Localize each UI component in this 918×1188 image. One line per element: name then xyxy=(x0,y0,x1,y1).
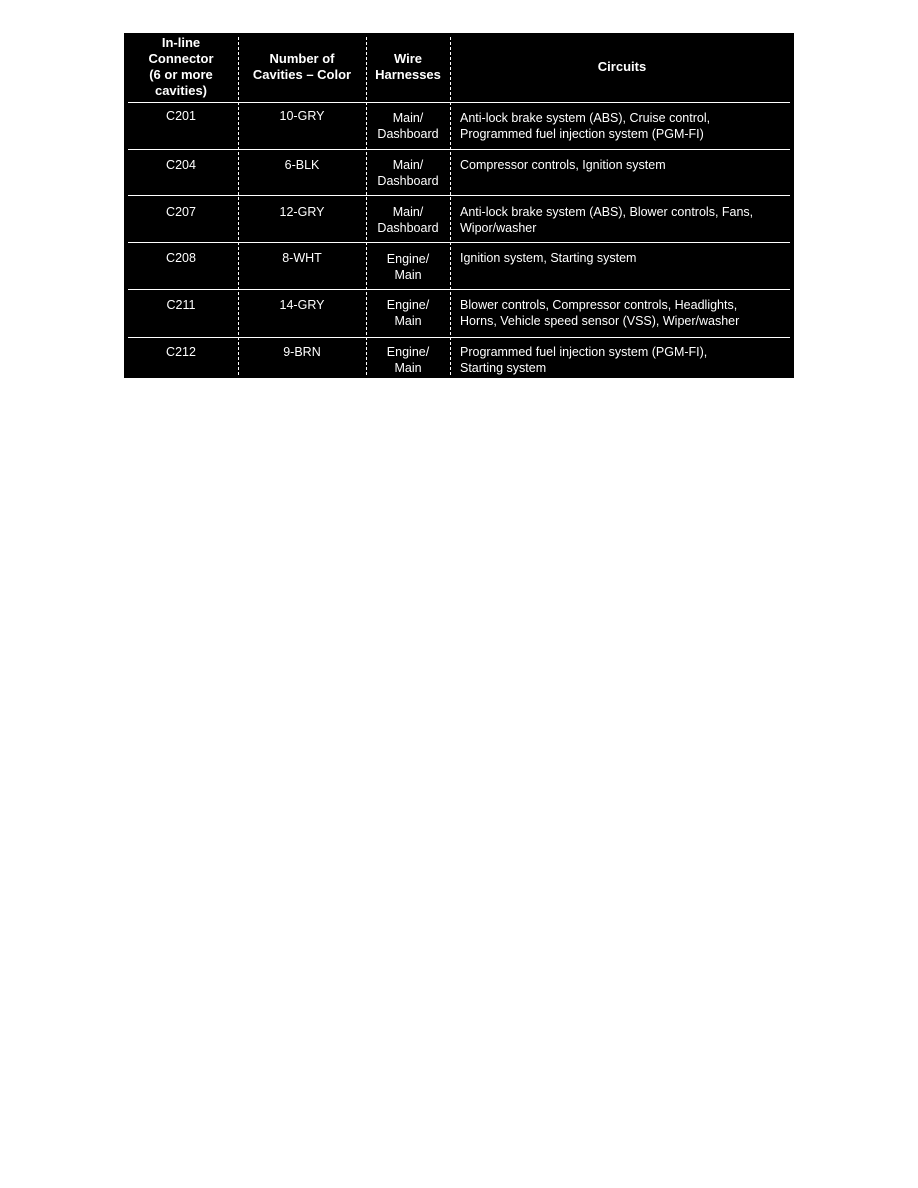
column-divider xyxy=(450,37,451,375)
row-c211-cavities: 14-GRY xyxy=(279,298,325,312)
header-cavities-color: Number of Cavities – Color xyxy=(252,51,352,82)
row-c208-cavities: 8-WHT xyxy=(282,251,322,265)
row-divider xyxy=(128,102,790,103)
row-c207-cavities: 12-GRY xyxy=(279,205,325,219)
row-c207-circuits: Anti-lock brake system (ABS), Blower controls, Fans, Wipor/washer xyxy=(460,205,754,235)
row-c208-connector: C208 xyxy=(166,251,196,265)
row-c208-circuits: Ignition system, Starting system xyxy=(460,251,637,265)
row-c201-circuits: Anti-lock brake system (ABS), Cruise control, Programmed fuel injection system (PGM-FI) xyxy=(460,111,711,141)
header-connector: In-line Connector (6 or more cavities) xyxy=(148,35,214,98)
row-divider xyxy=(128,149,790,150)
row-c212-circuits: Programmed fuel injection system (PGM-FI), Starting system xyxy=(460,345,708,375)
row-c211-circuits: Blower controls, Compressor controls, Headlights, Horns, Vehicle speed sensor (VSS), Wiper/washer xyxy=(460,298,740,328)
connector-table xyxy=(124,33,794,378)
row-divider xyxy=(128,337,790,338)
row-c201-connector: C201 xyxy=(166,109,196,123)
row-c207-connector: C207 xyxy=(166,205,196,219)
row-c212-harnesses: Engine/ Main xyxy=(386,345,430,375)
row-c211-harnesses: Engine/ Main xyxy=(386,298,430,328)
row-divider xyxy=(128,195,790,196)
row-c204-cavities: 6-BLK xyxy=(284,158,320,172)
row-c211-connector: C211 xyxy=(166,298,196,312)
row-c204-harnesses: Main/ Dashboard xyxy=(377,158,439,188)
row-c207-harnesses: Main/ Dashboard xyxy=(377,205,439,235)
row-c208-harnesses: Engine/ Main xyxy=(386,252,430,282)
row-c204-circuits: Compressor controls, Ignition system xyxy=(460,158,666,172)
row-c201-cavities: 10-GRY xyxy=(279,109,325,123)
header-circuits: Circuits xyxy=(597,59,647,74)
row-c212-connector: C212 xyxy=(166,345,196,359)
row-c212-cavities: 9-BRN xyxy=(283,345,321,359)
row-divider xyxy=(128,242,790,243)
row-c201-harnesses: Main/ Dashboard xyxy=(377,111,439,141)
row-divider xyxy=(128,289,790,290)
row-c204-connector: C204 xyxy=(166,158,196,172)
header-wire-harnesses: Wire Harnesses xyxy=(375,51,441,82)
